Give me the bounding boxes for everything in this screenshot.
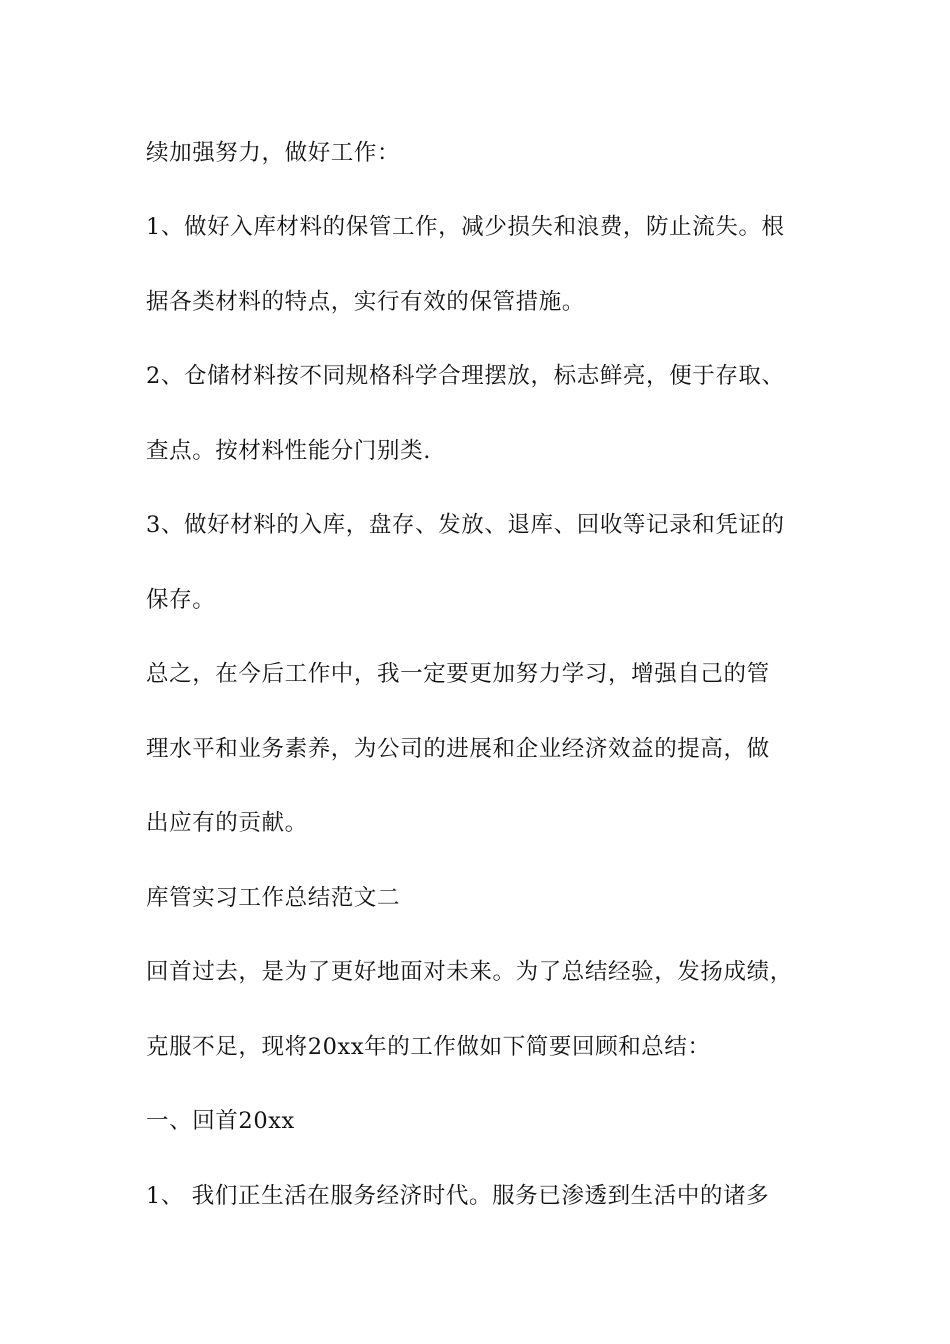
section-heading: 库管实习工作总结范文二 [146,885,401,911]
subsection-heading: 一、回首20xx [146,1108,295,1134]
text-line: 续加强努力，做好工作： [146,140,401,166]
text-line: 据各类材料的特点，实行有效的保管措施。 [146,289,585,315]
text-line: 2、仓储材料按不同规格科学合理摆放，标志鲜亮，便于存取、 [146,363,785,389]
text-line: 克服不足，现将20xx年的工作做如下简要回顾和总结： [146,1034,711,1060]
text-line: 理水平和业务素养，为公司的进展和企业经济效益的提高，做 [146,736,770,762]
text-line: 回首过去，是为了更好地面对未来。为了总结经验，发扬成绩， [146,959,793,985]
text-line: 1、做好入库材料的保管工作，减少损失和浪费，防止流失。根 [146,214,785,240]
text-line: 保存。 [146,587,216,613]
text-line: 出应有的贡献。 [146,810,308,836]
text-line: 查点。按材料性能分门别类. [146,438,431,464]
text-line: 3、做好材料的入库，盘存、发放、退库、回收等记录和凭证的 [146,512,785,538]
text-line: 总之，在今后工作中，我一定要更加努力学习，增强自己的管 [146,661,770,687]
text-line: 1、 我们正生活在服务经济时代。服务已渗透到生活中的诸多 [146,1183,770,1209]
